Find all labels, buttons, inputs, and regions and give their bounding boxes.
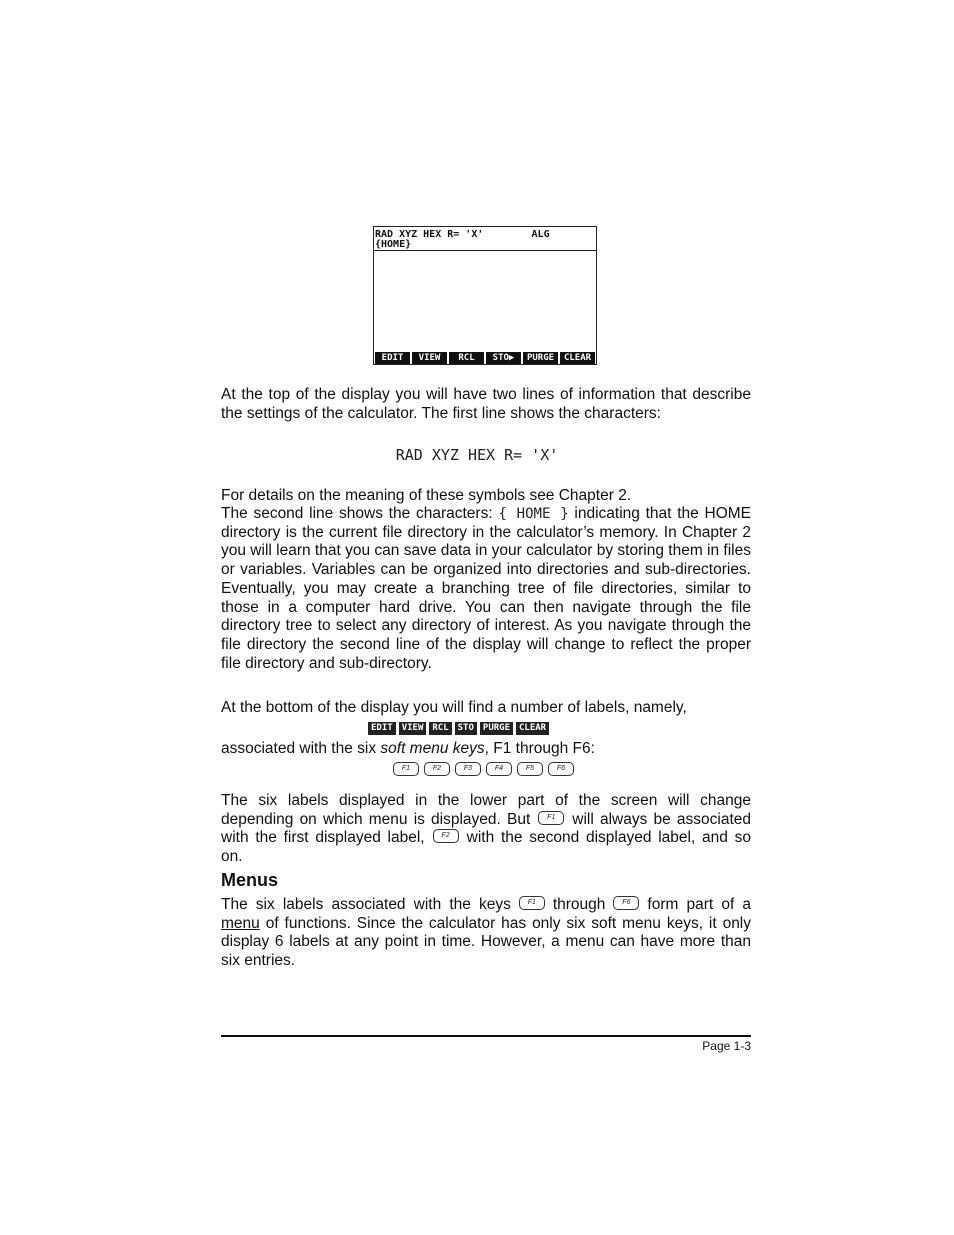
f4-key-icon: F4 bbox=[486, 762, 512, 776]
function-key-row bbox=[393, 762, 574, 776]
label-edit: EDIT bbox=[368, 722, 396, 735]
page-number: Page 1-3 bbox=[702, 1039, 751, 1053]
paragraph-home-directory bbox=[221, 505, 751, 673]
f1-key-icon: F1 bbox=[538, 811, 564, 825]
paragraph-bottom-labels: At the bottom of the display you will find a number of labels, namely, bbox=[221, 699, 687, 716]
text-segment: will always be associated with the first displayed label, bbox=[221, 810, 751, 847]
paragraph-soft-menu-keys bbox=[221, 740, 751, 759]
screen-directory-line: {HOME} bbox=[375, 239, 412, 250]
calculator-screen bbox=[373, 226, 597, 365]
f5-key-icon: F5 bbox=[517, 762, 543, 776]
label-sto: STO bbox=[455, 722, 477, 735]
footer-rule bbox=[221, 1035, 751, 1037]
f2-key-icon: F2 bbox=[424, 762, 450, 776]
screen-status-line: RAD XYZ HEX R= 'X' ALG bbox=[375, 229, 550, 240]
text-segment: associated with the six bbox=[221, 740, 381, 757]
screen-softkey-clear: CLEAR bbox=[560, 352, 595, 364]
screen-softkey-purge: PURGE bbox=[523, 352, 558, 364]
label-view: VIEW bbox=[399, 722, 427, 735]
text-segment: The six labels associated with the keys bbox=[221, 896, 511, 913]
paragraph-chapter-ref: For details on the meaning of these symbols see Chapter 2. bbox=[221, 487, 632, 504]
f2-key-icon: F2 bbox=[433, 829, 459, 843]
screen-soft-menu bbox=[374, 352, 596, 364]
paragraph-display-info: At the top of the display you will have two lines of information that describe the settings of the calculator. The first line shows the characters: bbox=[221, 386, 751, 422]
label-clear: CLEAR bbox=[516, 722, 549, 735]
menu-term: menu bbox=[221, 914, 260, 932]
text-segment: of functions. Since the calculator has only six soft menu keys, it only display 6 labels at any point in time. However, a menu can have more than six entries. bbox=[221, 914, 752, 970]
f3-key-icon: F3 bbox=[455, 762, 481, 776]
paragraph-menus bbox=[221, 896, 751, 971]
home-directory-code: { HOME } bbox=[498, 506, 569, 522]
screen-divider bbox=[374, 250, 596, 251]
text-segment: with the second displayed label, and so on. bbox=[221, 829, 751, 866]
soft-menu-labels bbox=[368, 722, 549, 735]
screen-softkey-rcl: RCL bbox=[449, 352, 484, 364]
screen-softkey-edit: EDIT bbox=[375, 352, 410, 364]
label-purge: PURGE bbox=[480, 722, 513, 735]
screen-softkey-view: VIEW bbox=[412, 352, 447, 364]
f6-key-icon: F6 bbox=[548, 762, 574, 776]
paragraph-labels-change bbox=[221, 792, 751, 867]
text-segment: indicating that the HOME directory is the current file directory in the calculator’s memory. In Chapter 2 you will learn that you can save data in your calculator by storing them in files or variables. Variables can be organized into directories and sub-directories. Eventually, you may create a branching tree of file directories, similar to those in a computer hard drive. You can then navigate through the file directory tree to select any directory of interest. As you navigate through the file directory the second line of the display will change to reflect the proper file directory and sub-directory. bbox=[221, 505, 751, 672]
text-segment: The second line shows the characters: bbox=[221, 505, 499, 522]
text-segment: , F1 through F6: bbox=[484, 740, 595, 757]
f1-key-icon: F1 bbox=[519, 896, 545, 910]
section-heading-menus: Menus bbox=[221, 870, 279, 890]
f1-key-icon: F1 bbox=[393, 762, 419, 776]
f6-key-icon: F6 bbox=[613, 896, 639, 910]
label-rcl: RCL bbox=[429, 722, 451, 735]
text-segment: The six labels displayed in the lower part of the screen will change depending on which menu is displayed. But bbox=[221, 792, 751, 828]
screen-softkey-sto: STO▶ bbox=[486, 352, 521, 364]
text-segment: through bbox=[552, 896, 606, 913]
status-line-example: RAD XYZ HEX R= 'X' bbox=[395, 446, 559, 464]
soft-menu-keys-term: soft menu keys bbox=[380, 740, 485, 757]
text-segment: form part of a bbox=[647, 896, 751, 913]
